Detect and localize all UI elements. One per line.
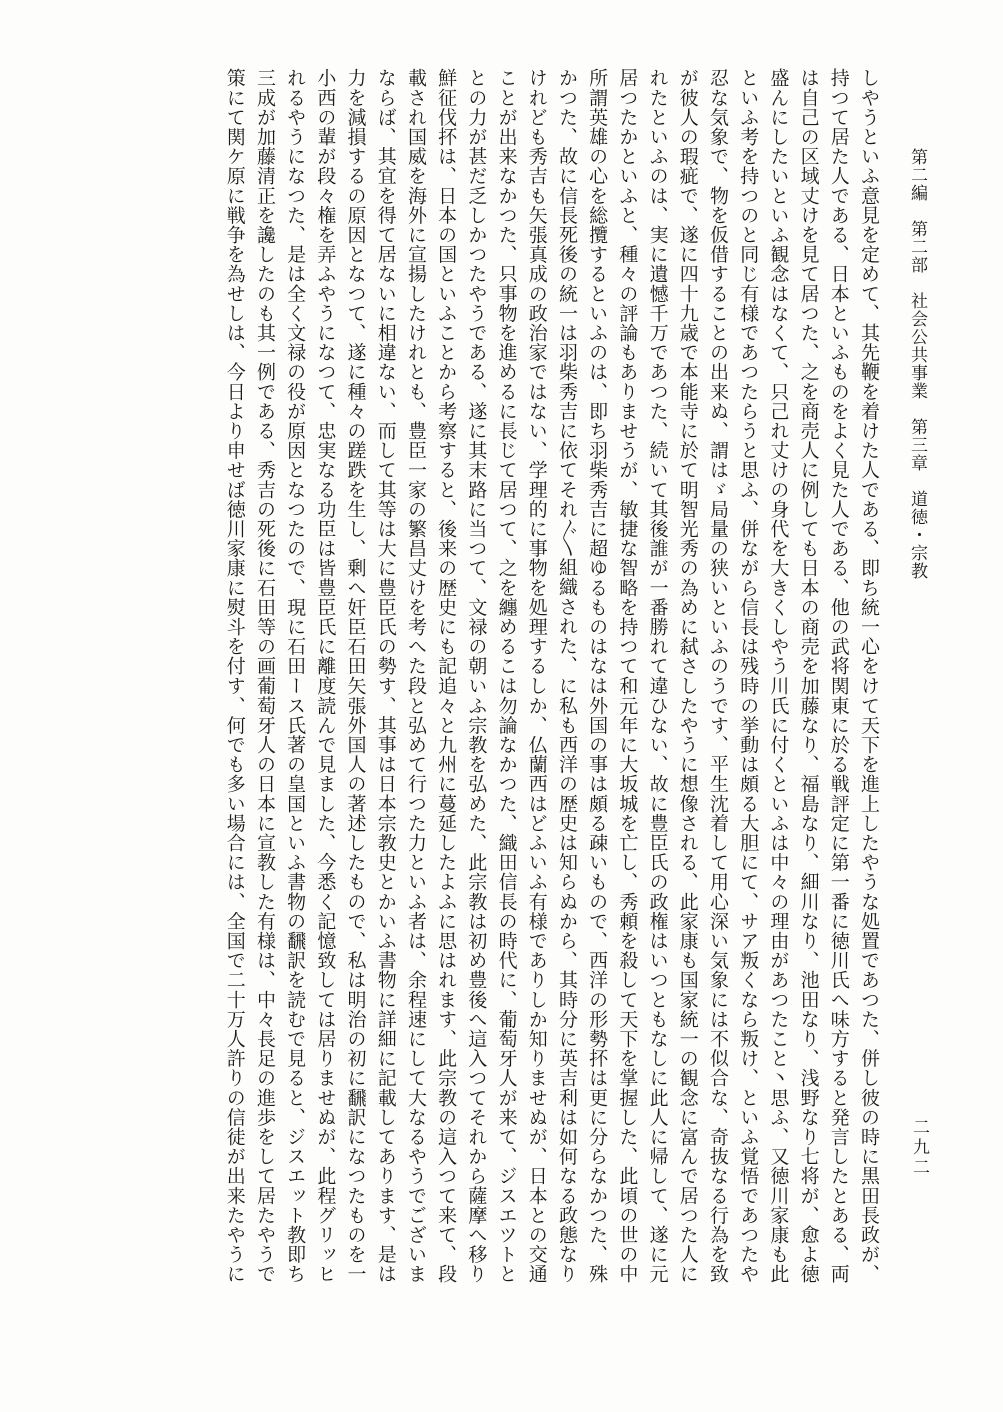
text-line: いふ宗教を弘めた、此宗教は初め豊後へ這入つてそれから薩摩へ移り <box>465 676 488 1284</box>
lower-text-block <box>58 676 884 1326</box>
text-line: は勿論なかつた、織田信長の時代に、葡萄牙人が来て、ジスエツトと <box>495 676 518 1284</box>
running-title: 第二編 第二部 社会公共事業 第三章 道徳・宗教 <box>907 148 927 580</box>
text-line: 所謂英雄の心を総攬するといふのは、即ち羽柴秀吉に超ゆるものはな <box>586 68 609 676</box>
page-number: 二九二 <box>909 1118 929 1178</box>
text-line: 時の挙動は頗る大胆にて、サア叛くなら叛け、といふ覚悟であつたや <box>737 676 760 1284</box>
text-line: 居つたかといふと、種々の評論もありませうが、敏捷な智略を持つて <box>616 68 639 676</box>
text-line: 持つて居た人である、日本といふものをよく見た人である、他の武将 <box>827 68 850 676</box>
text-line: したやうに想像される、此家康も国家統一の観念に富んで居つた人に <box>676 676 699 1284</box>
text-line: 追々と九州に蔓延したよふに思はれます、此宗教の這入つて来て、段 <box>435 676 458 1284</box>
text-line: ならば、其宜を得て居ないに相違ない、而して其等は大に豊臣氏の勢 <box>374 68 397 676</box>
text-line: す、何でも多い場合には、全国で二十万人許りの信徒が出来たやうに <box>223 676 246 1284</box>
text-line: 策にて関ケ原に戦争を為せしは、今日より申せば徳川家康に熨斗を付 <box>223 68 246 676</box>
text-line: 載され国威を海外に宣揚したけれとも、豊臣一家の繁昌丈けを考へた <box>404 68 427 676</box>
upper-text-block <box>72 68 884 676</box>
text-line: 盛んにしたいといふ観念はなくて、只己れ丈けの身代を大きくしやう <box>767 68 790 676</box>
text-line: 度読んで見ました、今悉く記憶致しては居りませぬが、此程グリッヒ <box>314 676 337 1284</box>
text-line: といふ考を持つのと同じ有様であつたらうと思ふ、併ながら信長は残 <box>737 68 760 676</box>
text-line: しか、仏蘭西はどふいふ有様でありしか知りませぬが、日本との交通 <box>525 676 548 1284</box>
text-line: かつた、故に信長死後の統一は羽柴秀吉に依てそれ〴〵組織された、 <box>555 68 578 675</box>
text-line: は外国の事は頗る疎いもので、西洋の形勢抔は更に分らなかつた、殊 <box>586 676 609 1284</box>
text-line: に私も西洋の歴史は知らぬから、其時分に英吉利は如何なる政態なり <box>555 676 578 1284</box>
text-line: けれども秀吉も矢張真成の政治家ではない、学理的に事物を処理する <box>525 68 548 676</box>
text-line: 小西の輩が段々権を弄ふやうになつて、忠実なる功臣は皆豊臣氏に離 <box>314 68 337 676</box>
text-line: 川氏に付くといふは中々の理由があつたこと丶思ふ、又徳川家康も此 <box>767 676 790 1284</box>
text-line: 和元年に大坂城を亡し、秀頼を殺して天下を掌握した、此頃の世の中 <box>616 676 639 1284</box>
text-line: 忍な気象で、物を仮借することの出来ぬ、謂はゞ局量の狭いといふの <box>706 68 729 676</box>
text-line: れたといふのは、実に遺憾千万であつた、続いて其後誰が一番勝れて <box>646 68 669 676</box>
text-line: 三成が加藤清正を讒したのも其一例である、秀吉の死後に石田等の画 <box>253 68 276 676</box>
text-line: れるやうになつた、是は全く文禄の役が原因となつたので、現に石田 <box>284 68 307 676</box>
text-line: との力が甚だ乏しかつたやうである、遂に其末路に当つて、文禄の朝 <box>465 68 488 676</box>
text-line: けて天下を進上したやうな処置であつた、併し彼の時に黒田長政が、 <box>858 676 880 1284</box>
text-line: 加藤なり、福島なり、細川なり、池田なり、浅野なり七将が、愈よ徳 <box>797 676 820 1284</box>
text-line: 矢張外国人の著述したもので、私は明治の初に飜訳になつたものを一 <box>344 676 367 1284</box>
text-line: 葡萄牙人の日本に宣教した有様は、中々長足の進歩をして居たやうで <box>253 676 276 1284</box>
text-line: うです、平生沈着して用心深い気象には不似合な、奇抜なる行為を致 <box>706 676 729 1284</box>
text-line: しやうといふ意見を定めて、其先鞭を着けた人である、即ち統一心を <box>858 68 880 676</box>
text-line: す、其事は日本宗教史とかいふ書物に詳細に記載してあります、是は <box>374 676 397 1284</box>
text-line: 力を減損するの原因となつて、遂に種々の蹉跌を生し、剰へ奸臣石田 <box>344 68 367 676</box>
text-line: ース氏著の皇国といふ書物の飜訳を読むで見ると、ジスエット教即ち <box>284 676 307 1284</box>
text-line: ことが出来なかつた、只事物を進めるに長じて居つて、之を纏めるこ <box>495 68 518 676</box>
text-line: が彼人の瑕疵で、遂に四十九歳で本能寺に於て明智光秀の為めに弑さ <box>676 68 699 676</box>
text-line: は自己の区域丈けを見て居つた、之を商売人に例しても日本の商売を <box>797 68 820 676</box>
text-line: 段と弘めて行つた力といふ者は、余程速にして大なるやうでございま <box>404 676 427 1284</box>
text-line: 鮮征伐抔は、日本の国といふことから考察すると、後来の歴史にも記 <box>435 68 458 676</box>
text-line: 関東に於る戦評定に第一番に徳川氏へ味方すると発言したとある、両 <box>827 676 850 1284</box>
text-line: 違ひない、故に豊臣氏の政権はいつともなしに此人に帰して、遂に元 <box>646 676 669 1284</box>
